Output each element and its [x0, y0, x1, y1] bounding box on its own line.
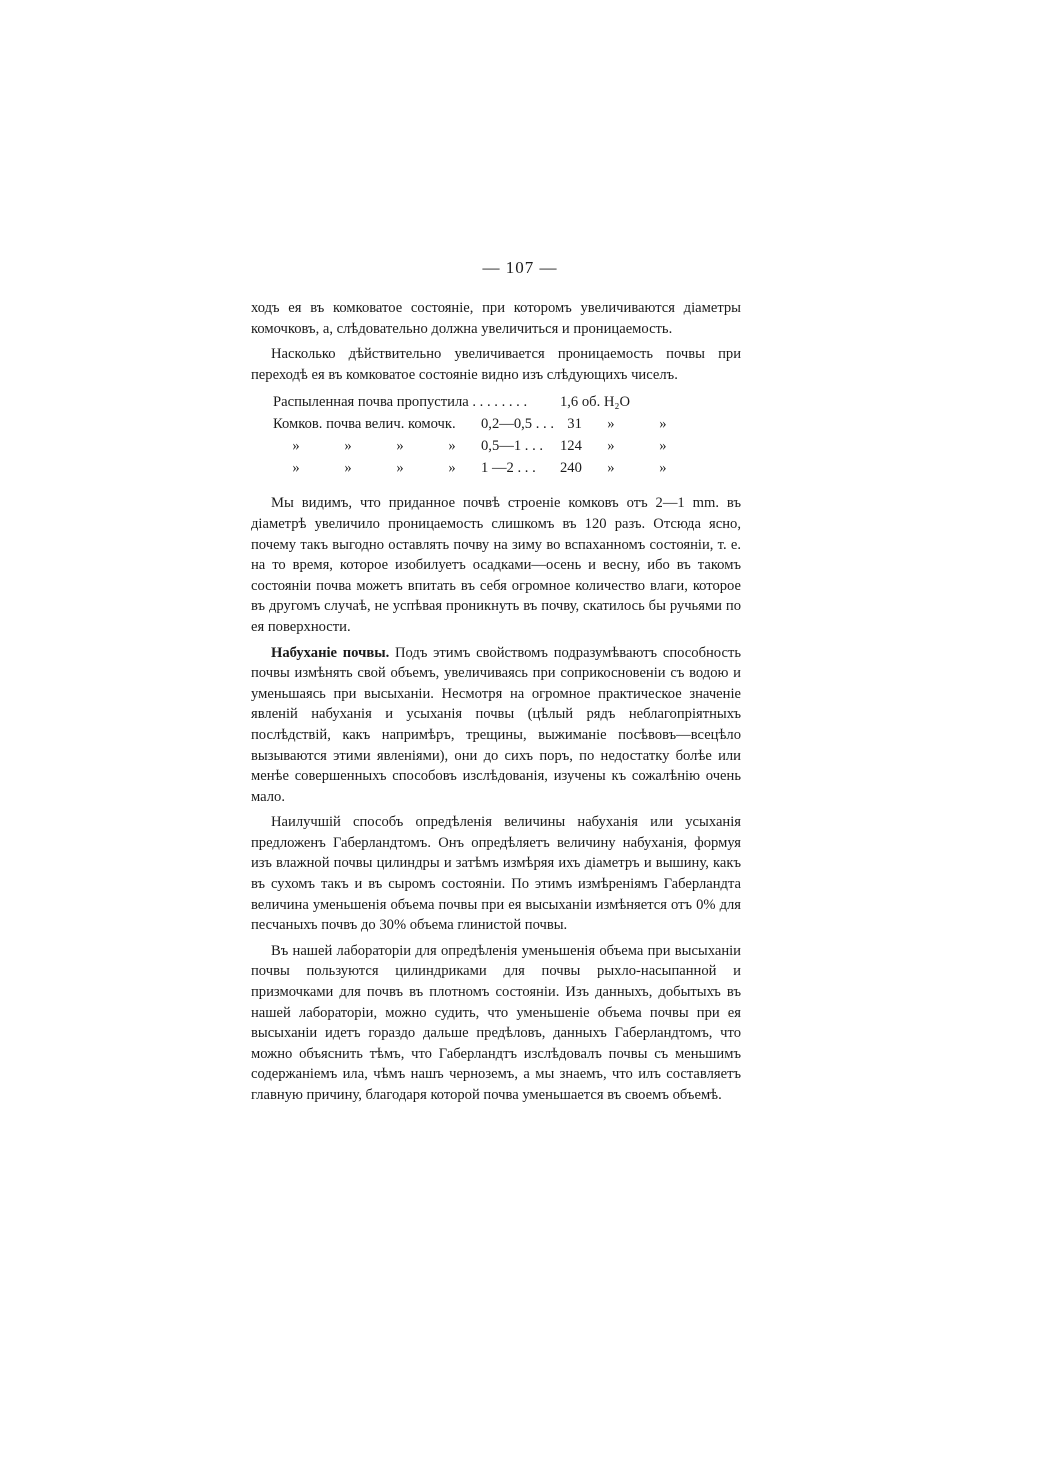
table-row	[273, 413, 692, 435]
table-cell-ditto: »	[396, 460, 404, 477]
table-cell-range: 1 —2 . . .	[481, 460, 536, 477]
section-heading-swelling: Набуханіе почвы.	[271, 644, 390, 661]
table-cell-ditto: »	[396, 438, 404, 455]
table-cell-ditto: »	[344, 438, 352, 455]
paragraph-haberlandt: Наилучшій способъ опредѣленія величины набуханія или усыханія предложенъ Габерландтомъ. Онъ опредѣляетъ величину набуханія, формуя изъ влажной почвы цилиндры и затѣмъ измѣряя ихъ діаметръ и вышину, какъ въ сухомъ такъ и въ сыромъ состояніи. По этимъ измѣреніямъ Габерландта величина уменьшенія объема почвы при ея высыханіи измѣняется отъ 0% для песчаныхъ почвъ до 30% объема глинистой почвы.	[251, 814, 741, 934]
table-cell-value: 240	[559, 460, 582, 477]
table-cell-value: 1,6 об. H₂O	[559, 394, 631, 411]
swelling-text: Подъ этимъ свойствомъ подразумѣваютъ способность почвы измѣнять свой объемъ, увеличиваясь при соприкосновеніи съ водою и уменьшаясь при высыханіи. Несмотря на огромное практическое значеніе явленій набуханія и усыханія почвы (цѣлый рядъ неблагопріятныхъ послѣдствій, какъ напримѣръ, трещины, выжиманіе посѣвовъ—всецѣло вызываются этими явленіями), они до сихъ поръ, по недостатку болѣе или менѣе совершенныхъ способовъ изслѣдованія, изучены къ сожалѣнію очень мало.	[251, 644, 741, 805]
table-cell-label: Распыленная почва пропустила . . . . . . . .	[273, 394, 528, 411]
table-cell-range: 0,5—1 . . .	[481, 438, 544, 455]
table-cell-ditto: »	[607, 460, 615, 477]
table-cell-ditto: »	[292, 438, 300, 455]
table-cell-value: 31	[567, 416, 582, 433]
paragraph-continuation: ходъ ея въ комковатое состояніе, при которомъ увеличиваются діаметры комочковъ, а, слѣдовательно должна увеличиться и проницаемость.	[251, 300, 741, 337]
body-text	[251, 298, 741, 1106]
table-row	[273, 435, 692, 457]
table-cell-ditto: »	[607, 438, 615, 455]
table-cell-range: 0,2—0,5 . . .	[481, 416, 554, 433]
table-cell-ditto: »	[292, 460, 300, 477]
paragraph-laboratory: Въ нашей лабораторіи для опредѣленія уменьшенія объема при высыханіи почвы пользуются цилиндриками для почвы рыхло-насыпанной и призмочками для почвъ въ плотномъ состояніи. Изъ данныхъ, добытыхъ въ нашей лабораторіи, можно судить, что уменьшеніе объема почвы при ея высыханіи идетъ гораздо дальше предѣловъ, данныхъ Габерландтомъ, что можно объяснить тѣмъ, что Габерландтъ изслѣдовалъ почвы съ меньшимъ содержаніемъ ила, чѣмъ нашъ черноземъ, а мы знаемъ, что илъ составляетъ главную причину, благодаря которой почва уменьшается въ своемъ объемѣ.	[251, 942, 741, 1103]
page-number: — 107 —	[482, 258, 558, 277]
table-row	[273, 457, 692, 479]
table-cell-value: 124	[559, 438, 582, 455]
table-cell-ditto: »	[659, 460, 667, 477]
permeability-table	[273, 391, 692, 479]
paragraph-conclusion: Мы видимъ, что приданное почвѣ строеніе комковъ отъ 2—1 mm. въ діаметрѣ увеличило проницаемость слишкомъ въ 120 разъ. Отсюда ясно, почему такъ выгодно оставлять почву на зиму во вспаханномъ состояніи, т. е. на то время, которое изобилуетъ осадками—осень и весну, ибо въ такомъ состояніи почва можетъ впитать въ себя огромное количество влаги, которое въ другомъ случаѣ, не успѣвая проникнуть въ почву, скатилось бы ручьями по ея поверхности.	[251, 495, 741, 635]
table-cell-ditto: »	[659, 416, 667, 433]
table-cell-ditto: »	[659, 438, 667, 455]
table-row	[273, 391, 692, 413]
paragraph-swelling	[251, 643, 741, 808]
table-cell-ditto: »	[344, 460, 352, 477]
table-cell-ditto: »	[448, 438, 456, 455]
table-cell-ditto: »	[607, 416, 615, 433]
paragraph-intro-table: Насколько дѣйствительно увеличивается проницаемость почвы при переходѣ ея въ комковатое состояніе видно изъ слѣдующихъ чиселъ.	[251, 346, 741, 383]
table-cell-ditto: »	[448, 460, 456, 477]
table-cell-label: Комков. почва велич. комочк.	[273, 416, 456, 433]
